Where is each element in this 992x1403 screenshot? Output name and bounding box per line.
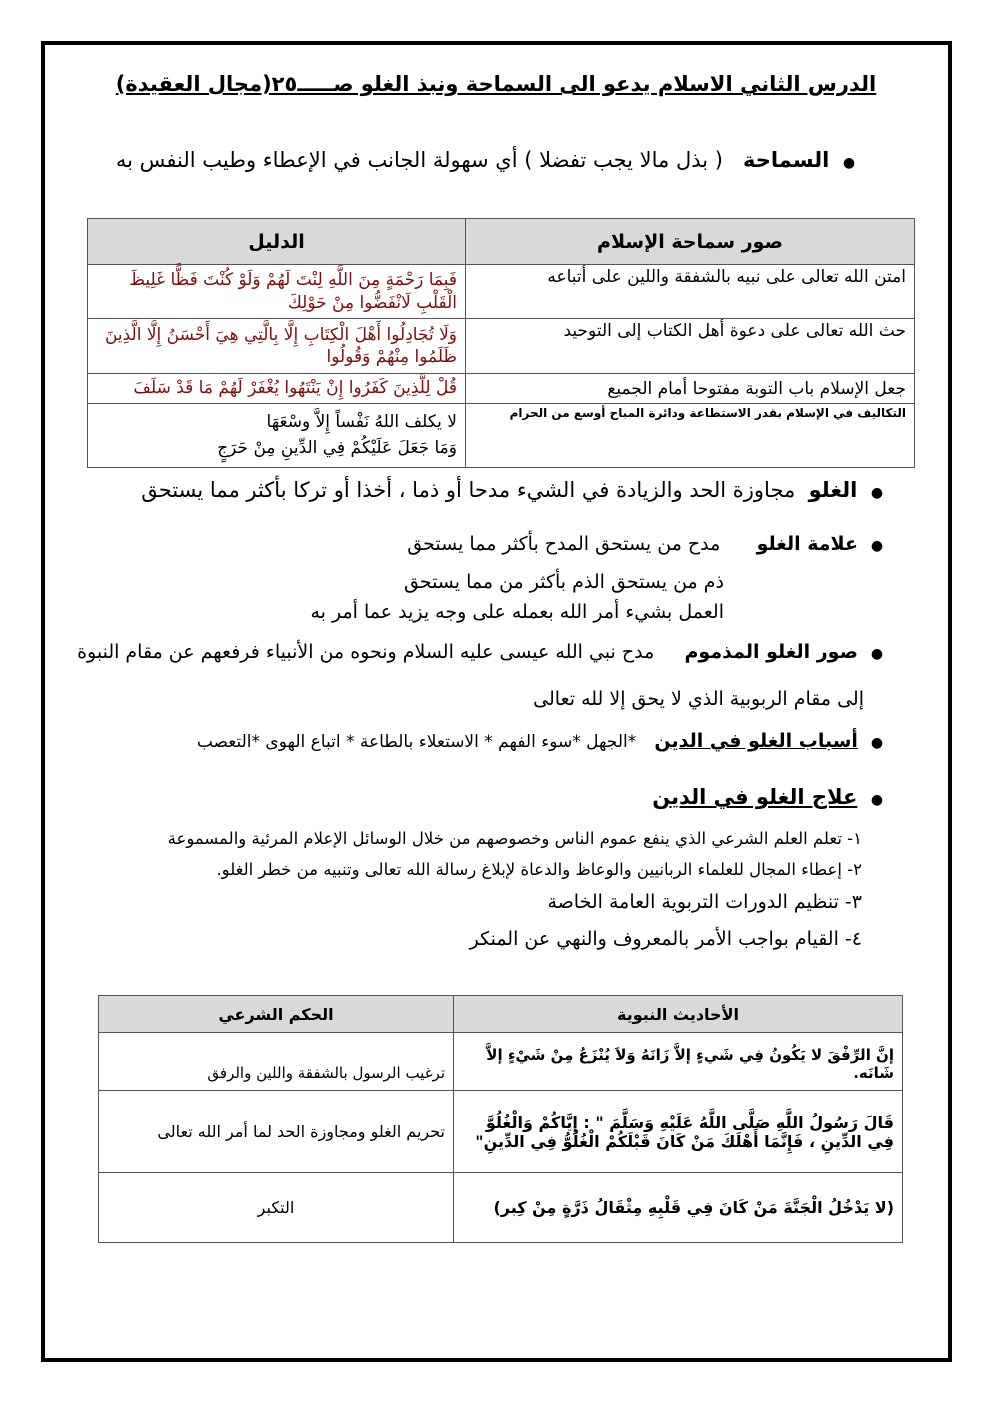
table-row xyxy=(88,404,915,468)
causes-section xyxy=(197,730,890,752)
samaha-definition xyxy=(116,148,862,172)
table-row xyxy=(88,319,915,374)
table-row xyxy=(99,1173,903,1243)
causes-term: أسباب الغلو في الدين xyxy=(654,730,858,752)
header-hadith: الأحاديث النبوية xyxy=(454,996,903,1033)
evidence-cell: قُلْ لِلَّذِينَ كَفَرُوا إِنْ يَنْتَهُوا يُغْفَرْ لَهُمْ مَا قَدْ سَلَفَ xyxy=(88,374,466,404)
evidence-line: وَمَا جَعَلَ عَلَيْكُمْ فِي الدِّينِ مِنْ حَرَجٍ xyxy=(217,437,457,458)
bullet-icon: ● xyxy=(870,792,884,808)
form-cell: حث الله تعالى على دعوة أهل الكتاب إلى التوحيد xyxy=(466,319,915,374)
treatment-item: ٢- إعطاء المجال للعلماء الربانيين والوعاظ والدعاة لإبلاغ رسالة الله تعالى وتنبيه من خطر الغلو. xyxy=(216,860,862,879)
tolerance-table xyxy=(87,218,915,468)
ruling-cell: ترغيب الرسول بالشفقة واللين والرفق xyxy=(99,1033,454,1091)
forms-section xyxy=(77,641,890,663)
hadith-cell: (لا يَدْخُلُ الْجَنَّةَ مَنْ كَانَ فِي قَلْبِهِ مِثْقَالُ ذَرَّةٍ مِنْ كِبر) xyxy=(454,1173,903,1243)
evidence-cell xyxy=(88,404,466,468)
evidence-cell: وَلَا تُجَادِلُوا أَهْلَ الْكِتَابِ إِلَّا بِالَّتِي هِيَ أَحْسَنُ إِلَّا الَّذِينَ ظَلَمُوا مِنْهُمْ وَقُولُوا xyxy=(88,319,466,374)
ghuluw-text: مجاوزة الحد والزيادة في الشيء مدحا أو ذما ، أخذا أو تركا بأكثر مما يستحق xyxy=(141,478,796,502)
treatment-item: ٤- القيام بواجب الأمر بالمعروف والنهي عن المنكر xyxy=(469,928,862,950)
causes-list: *الجهل *سوء الفهم * الاستعلاء بالطاعة * اتباع الهوى *التعصب xyxy=(196,732,637,752)
treatment-term: علاج الغلو في الدين xyxy=(652,785,858,809)
forms-text: مدح نبي الله عيسى عليه السلام ونحوه من الأنبياء فرفعهم عن مقام النبوة xyxy=(77,641,655,663)
form-cell: التكاليف في الإسلام بقدر الاستطاعة ودائرة المباح أوسع من الحرام xyxy=(466,404,915,468)
sign-item: ذم من يستحق الذم بأكثر من مما يستحق xyxy=(403,571,724,593)
signs-section xyxy=(407,533,890,555)
ghuluw-definition xyxy=(141,478,890,502)
header-ruling: الحكم الشرعي xyxy=(99,996,454,1033)
sign-item: العمل بشيء أمر الله بعمله على وجه يزيد عما أمر به xyxy=(310,601,724,623)
ruling-cell: التكبر xyxy=(99,1173,454,1243)
evidence-line: لا يكلف اللهُ نَفْساً إِلاَّ وسْعَهَا xyxy=(266,412,457,432)
hadith-cell: قَالَ رَسُولُ اللَّهِ صَلَّى اللَّهُ عَلَيْهِ وَسَلَّمَ " : إِيَّاكُمْ وَالْغُلُوَّ فِي الدِّينِ ، فَإِنَّمَا أَهْلَكَ مَنْ كَانَ قَبْلَكُمْ الْغُلُوُّ فِي الدِّينِ" xyxy=(454,1091,903,1173)
bullet-icon: ● xyxy=(842,155,856,171)
forms-text-cont: إلى مقام الربوبية الذي لا يحق إلا لله تعالى xyxy=(533,688,864,710)
ghuluw-term: الغلو xyxy=(808,478,858,502)
ruling-cell: تحريم الغلو ومجاوزة الحد لما أمر الله تعالى xyxy=(99,1091,454,1173)
form-cell: جعل الإسلام باب التوبة مفتوحا أمام الجميع xyxy=(466,374,915,404)
samaha-text: ( بذل مالا يجب تفضلا ) أي سهولة الجانب في الإعطاء وطيب النفس به xyxy=(115,148,723,172)
lesson-title: الدرس الثاني الاسلام يدعو الى السماحة ونبذ الغلو صـــــ٢٥(مجال العقيدة) xyxy=(115,72,877,96)
hadith-cell: إنَّ الرِّفْقَ لا يَكُونُ فِي شَيءٍ إلاَّ زَانَهُ وَلاَ يُنْزَعُ مِنْ شَيْءٍ إلاَّ شَانَه. xyxy=(454,1033,903,1091)
signs-term: علامة الغلو xyxy=(756,533,858,555)
forms-term: صور الغلو المذموم xyxy=(684,641,858,663)
header-forms: صور سماحة الإسلام xyxy=(466,219,915,265)
table-row xyxy=(99,1033,903,1091)
treatment-section xyxy=(652,785,890,809)
bullet-icon: ● xyxy=(870,485,884,501)
header-evidence: الدليل xyxy=(88,219,466,265)
table-row xyxy=(88,374,915,404)
form-cell: امتن الله تعالى على نبيه بالشفقة واللين على أتباعه xyxy=(466,265,915,319)
table-row xyxy=(99,1091,903,1173)
bullet-icon: ● xyxy=(870,646,884,662)
hadith-table xyxy=(98,995,903,1243)
bullet-icon: ● xyxy=(870,735,884,751)
evidence-cell: فَبِمَا رَحْمَةٍ مِنَ اللَّهِ لِنْتَ لَهُمْ وَلَوْ كُنْتَ فَظًّا غَلِيظَ الْقَلْبِ لَانْفَضُّوا مِنْ حَوْلِكَ xyxy=(88,265,466,319)
samaha-term: السماحة xyxy=(743,148,830,172)
treatment-item: ١- تعلم العلم الشرعي الذي ينفع عموم الناس وخصوصهم من خلال الوسائل الإعلام المرئية والمسموعة xyxy=(167,829,862,848)
table-row xyxy=(88,265,915,319)
treatment-item: ٣- تنظيم الدورات التربوية العامة الخاصة xyxy=(547,891,862,913)
bullet-icon: ● xyxy=(870,538,884,554)
sign-item: مدح من يستحق المدح بأكثر مما يستحق xyxy=(407,533,721,555)
